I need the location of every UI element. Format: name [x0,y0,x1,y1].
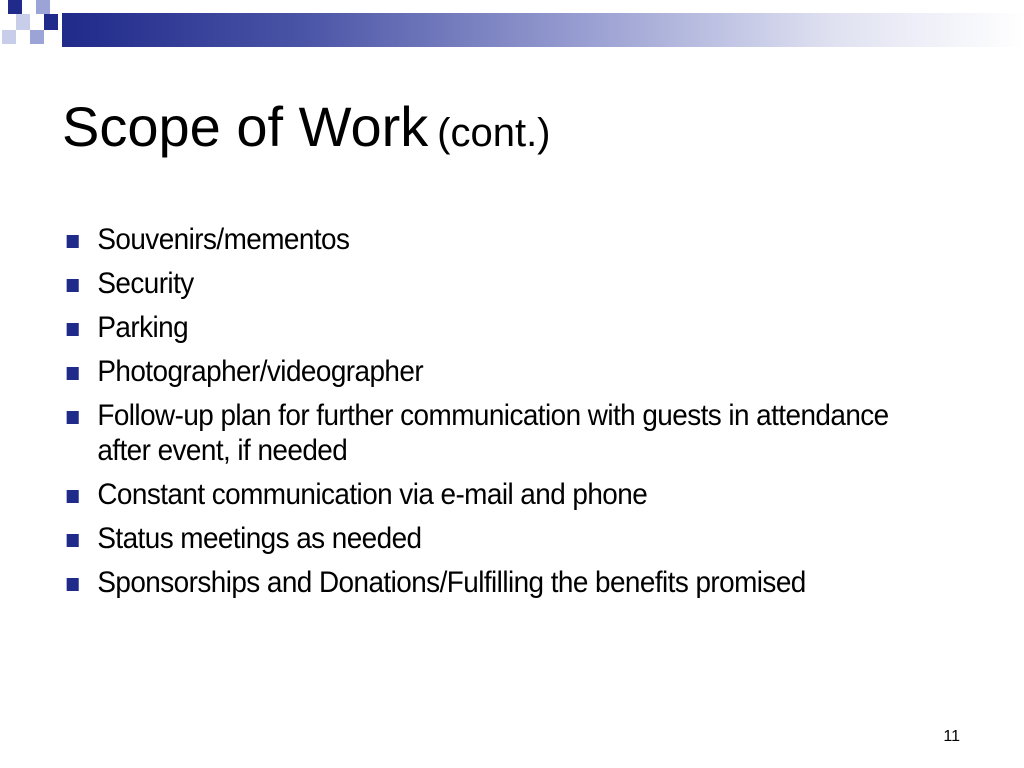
slide-title [62,94,551,159]
page-number: 11 [943,728,960,745]
square-bullet-icon [67,235,79,248]
bullet-text: Souvenirs/mementos [97,223,350,256]
bullet-item [62,222,927,257]
decor-square [44,14,58,30]
slide-title-main: Scope of Work [62,95,429,158]
square-bullet-icon [67,411,79,424]
decor-square [2,30,16,44]
decor-square [16,14,30,30]
bullet-item [62,565,927,600]
bullet-text: Security [97,267,194,300]
square-bullet-icon [67,490,79,503]
square-bullet-icon [67,578,79,591]
bullet-list [62,222,992,609]
decor-square [30,30,44,44]
bullet-item [62,266,927,301]
decor-square [22,0,36,14]
slide-title-suffix: (cont.) [437,111,551,155]
square-bullet-icon [67,323,79,336]
bullet-item [62,354,927,389]
square-bullet-icon [67,534,79,547]
bullet-text: Parking [97,311,189,344]
bullet-item [62,398,927,468]
bullet-item [62,521,927,556]
square-bullet-icon [67,279,79,292]
bullet-text: Follow-up plan for further communication with guests in attendance after event, if needed [97,399,889,467]
bullet-item [62,310,927,345]
bullet-text: Status meetings as needed [97,522,422,555]
bullet-item [62,477,927,512]
header-gradient-bar [62,13,1024,47]
decor-square [36,0,50,14]
square-bullet-icon [67,367,79,380]
bullet-text: Photographer/videographer [97,355,424,388]
bullet-text: Constant communication via e-mail and phone [97,478,648,511]
decor-square [30,14,44,30]
bullet-text: Sponsorships and Donations/Fulfilling the benefits promised [97,566,806,599]
decor-square [8,0,22,14]
